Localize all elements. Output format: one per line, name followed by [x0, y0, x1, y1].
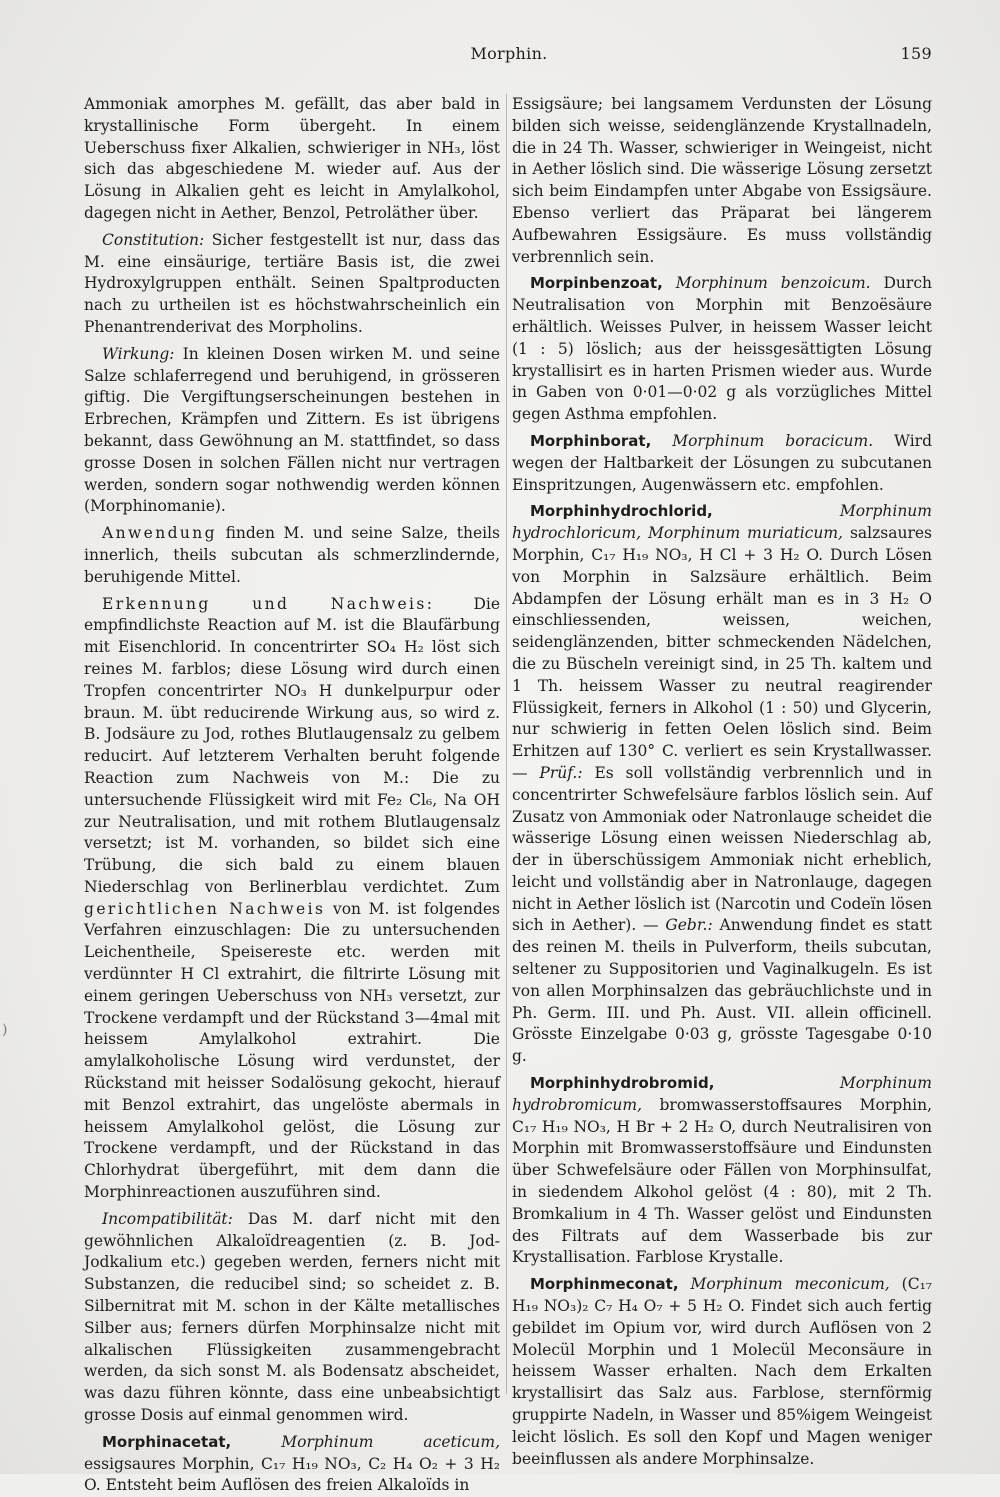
paragraph-text: Ammoniak amorphes M. gefällt, das aber bald in krystallinische Form übergeht. In einem Ueberschuss fixer Alkalien, schwieriger in NH₃, löst sich das abgeschiedene M. wieder auf. Aus der Lösung in Alkalien geht es leicht in Amylalkohol, dagegen nicht in Aether, Benzol, Petroläther über. — [84, 95, 500, 222]
paragraph-ammoniak — [84, 94, 500, 225]
paragraph-text: Die empfindlichste Reaction auf M. ist die Blaufärbung mit Eisenchlorid. In concentrirter SO₄ H₂ löst sich reines M. farblos; diese Lösung wird durch einen Tropfen concentrirter NO₃ H dunkelpurpur oder braun. M. übt reducirende Wirkung aus, so wird z. B. Jodsäure zu Jod, rothes Blutlaugensalz zu gelbem reducirt. Auf letzterem Verhalten beruht folgende Reaction zum Nachweis von M.: Die zu untersuchende Flüssigkeit wird mit Fe₂ Cl₆, Na OH zur Neutralisation, und mit rothem Blutlaugensalz versetzt; ist M. vorhanden, so bildet sich eine Trübung, die sich bald zu einem blauen Niederschlag von Berlinerblau verdichtet. Zum — [84, 594, 501, 896]
paragraph-erkennung — [84, 594, 500, 1204]
paragraph-text: Anwendung findet es statt des reinen M. theils in Pulverform, theils subcutan, seltener zu Suppositorien und Vaginalkugeln. Es ist von allen Morphinsalzen das gebräuchlichste und in Ph. Germ. III. und Ph. Aust. VII. allein officinell. Grösste Einzelgabe 0·03 g, grösste Tagesgabe 0·10 g. — [512, 916, 932, 1066]
paragraph-anwendung — [84, 523, 500, 588]
entry-morphinhydrochlorid — [512, 501, 932, 1068]
paragraph-text: Sicher festgestellt ist nur, dass das M. eine einsäurige, tertiäre Basis ist, die zwei Hydroxylgruppen enthält. Seinen Spaltproducten nach zu urtheilen ist es höchstwahrscheinlich ein Phenantrenderivat des Morpholins. — [84, 230, 500, 336]
paragraph-text: salzsaures Morphin, C₁₇ H₁₉ NO₃, H Cl + 3 H₂ O. Durch Lösen von Morphin in Salzsäure erhältlich. Beim Abdampfen der Lösung erhält man es in 3 H₂ O einschliessenden, weissen, weichen, seidenglänzenden, bitter schmeckenden Nädelchen, die zu Büscheln vereinigt sind, in 25 Th. kaltem und 1 Th. heissem Wasser zu neutral reagirender Flüssigkeit, ferners in Alkohol (1 : 50) und Glycerin, nur schwierig in fetten Oelen löslich sind. Beim Erhitzen auf 130° C. verliert es sein Krystallwasser. — — [512, 524, 933, 782]
entry-title-morpinbenzoat: Morpinbenzoat, — [530, 274, 663, 293]
paragraph-text: In kleinen Dosen wirken M. und seine Salze schlaferregend und beruhigend, in grösseren giftig. Die Vergiftungserscheinungen bestehen in Erbrechen, Krämpfen und Zittern. Es ist übrigens bekannt, dass Gewöhnung an M. stattfindet, so dass grosse Dosen in solchen Fällen nicht nur vertragen werden, sondern sogar nothwendig werden können (Morphinomanie). — [84, 344, 500, 516]
section-heading-pruef: Prüf.: — [539, 763, 583, 782]
entry-morpinbenzoat — [512, 273, 932, 426]
paragraph-text: Wird wegen der Haltbarkeit der Lösungen zu subcutanen Einspritzungen, Augenwässern etc. empfohlen. — [512, 431, 932, 494]
entry-morphinborat — [512, 431, 932, 496]
entry-latin-name: Morphinum hydrochloricum, Morphinum muriaticum, — [512, 502, 932, 543]
section-heading-incompatibilitaet: Incompatibilität: — [102, 1209, 233, 1228]
paragraph-text: bromwasserstoffsaures Morphin, C₁₇ H₁₉ NO₃, H Br + 2 H₂ O, durch Neutralisiren von Morphin mit Bromwasserstoffsäure und Eindunsten über Schwefelsäure oder Fällen von Morphinsulfat, in siedendem Alkohol gelöst (4 : 80), mit 2 Th. Bromkalium in 4 Th. Wasser gelöst und Eindunsten des Filtrats auf dem Wasserbade bis zur Krystallisation. Farblose Krystalle. — [512, 1095, 932, 1267]
entry-latin-name: Morphinum benzoicum. — [662, 274, 871, 293]
section-heading-anwendung: Anwendung — [102, 524, 218, 543]
paragraph-text: Durch Neutralisation von Morphin mit Benzoësäure erhältlich. Weisses Pulver, in heissem Wasser leicht (1 : 5) löslich; aus der heissgesättigten Lösung krystallisirt es in harten Prismen wieder aus. Wurde in Gaben von 0·01—0·02 g als vorzügliches Mittel gegen Asthma empfohlen. — [512, 274, 932, 424]
paragraph-constitution — [84, 230, 500, 339]
paragraph-incompatibilitaet — [84, 1209, 500, 1427]
paragraph-wirkung — [84, 344, 500, 518]
paragraph-text: Es soll vollständig verbrennlich und in concentrirter Schwefelsäure farblos löslich sein. Auf Zusatz von Ammoniak oder Natronlauge scheidet die wässerige Lösung einen weissen Niederschlag ab, der in überschüssigem Ammoniak nicht erheblich, leicht und vollständig aber in Natronlauge, dagegen nicht in Aether löslich ist (Narcotin und Codeïn lösen sich in Aether). — — [512, 763, 932, 935]
paragraph-text: von M. ist folgendes Verfahren einzuschlagen: Die zu untersuchenden Leichentheile, Speisereste etc. werden mit verdünnter H Cl extrahirt, die filtrirte Lösung mit einem geringen Ueberschuss von NH₃ versetzt, zur Trockene verdampft und der Rückstand 3—4mal mit heissem Amylalkohol extrahirt. Die amylalkoholische Lösung wird verdunstet, der Rückstand mit heisser Sodalösung gekocht, hierauf mit Benzol extrahirt, das ungelöste abermals in heissem Amylalkohol gelöst, die Lösung zur Trockene verdampft, und der Rückstand in das Chlorhydrat übergeführt, mit dem dann die Morphinreactionen auszuführen sind. — [84, 899, 501, 1202]
paragraph-text: finden M. und seine Salze, theils innerlich, theils subcutan als schmerzlindernde, beruhigende Mittel. — [84, 524, 500, 586]
column-divider — [506, 94, 507, 1394]
entry-morphinmeconat — [512, 1274, 932, 1470]
section-heading-wirkung: Wirkung: — [102, 344, 175, 363]
entry-latin-name: Morphinum meconicum, — [678, 1275, 890, 1294]
paragraph-text: Das M. darf nicht mit den gewöhnlichen Alkaloïdreagentien (z. B. Jod-Jodkalium etc.) gegeben werden, ferners nicht mit Substanzen, die reducibel sind; so scheidet z. B. Silbernitrat mit M. schon in der Kälte metallisches Silber aus; ferners dürfen Morphinsalze nicht mit alkalischen Flüssigkeiten zusammengebracht werden, da sich sonst M. als Bodensatz abscheidet, was dazu führen könnte, dass eine unbeabsichtigt grosse Dosis auf einmal genommen wird. — [84, 1209, 500, 1425]
entry-latin-name: Morphinum aceticum, — [231, 1432, 500, 1451]
section-heading-gebr: Gebr.: — [665, 916, 713, 935]
paragraph-text: essigsaures Morphin, C₁₇ H₁₉ NO₃, C₂ H₄ O₂ + 3 H₂ O. Entsteht beim Auflösen des freien Alkaloïds in — [84, 1454, 500, 1495]
entry-morphinhydrobromid — [512, 1073, 932, 1269]
entry-latin-name: Morphinum hydrobromicum, — [512, 1074, 932, 1114]
paragraph-essigsaeure — [512, 94, 932, 268]
entry-title-morphinmeconat: Morphinmeconat, — [530, 1275, 679, 1294]
entry-morphinacetat — [84, 1432, 500, 1497]
entry-title-morphinacetat: Morphinacetat, — [102, 1432, 232, 1451]
entry-latin-name: Morphinum boracicum. — [651, 431, 874, 450]
spaced-term-gerichtlich: gerichtlichen Nachweis — [84, 899, 326, 918]
right-column — [512, 94, 933, 1468]
left-column — [84, 94, 501, 1495]
section-heading-constitution: Constitution: — [102, 230, 205, 249]
running-head: Morphin. — [470, 44, 548, 63]
section-heading-erkennung: Erkennung und Nachweis: — [102, 594, 435, 613]
entry-title-morphinhydrobromid: Morphinhydrobromid, — [530, 1074, 715, 1093]
paragraph-text: (C₁₇ H₁₉ NO₃)₂ C₇ H₄ O₇ + 5 H₂ O. Findet sich auch fertig gebildet im Opium vor, wird durch Auflösen von 2 Molecül Morphin und 1 Molecül Meconsäure in heissem Wasser erhalten. Nach dem Erkalten krystallisirt das Salz aus. Farblose, sternförmig gruppirte Nadeln, in Wasser und 85%igem Weingeist leicht löslich. Es soll den Kopf und Magen weniger beeinflussen als andere Morphinsalze. — [512, 1275, 932, 1468]
margin-mark: ) — [2, 1022, 8, 1038]
page-header — [84, 44, 934, 70]
entry-title-morphinborat: Morphinborat, — [530, 431, 652, 450]
entry-title-morphinhydrochlorid: Morphinhydrochlorid, — [530, 502, 713, 521]
page-number: 159 — [900, 44, 932, 63]
paragraph-text: Essigsäure; bei langsamem Verdunsten der Lösung bilden sich weisse, seidenglänzende Krystallnadeln, die in 24 Th. Wasser, schwieriger in Weingeist, nicht in Aether löslich sind. Die wässerige Lösung zersetzt sich beim Eindampfen unter Abgabe von Essigsäure. Ebenso verliert das Präparat bei längerem Aufbewahren Essigsäure. Es muss vollständig verbrennlich sein. — [512, 95, 932, 266]
